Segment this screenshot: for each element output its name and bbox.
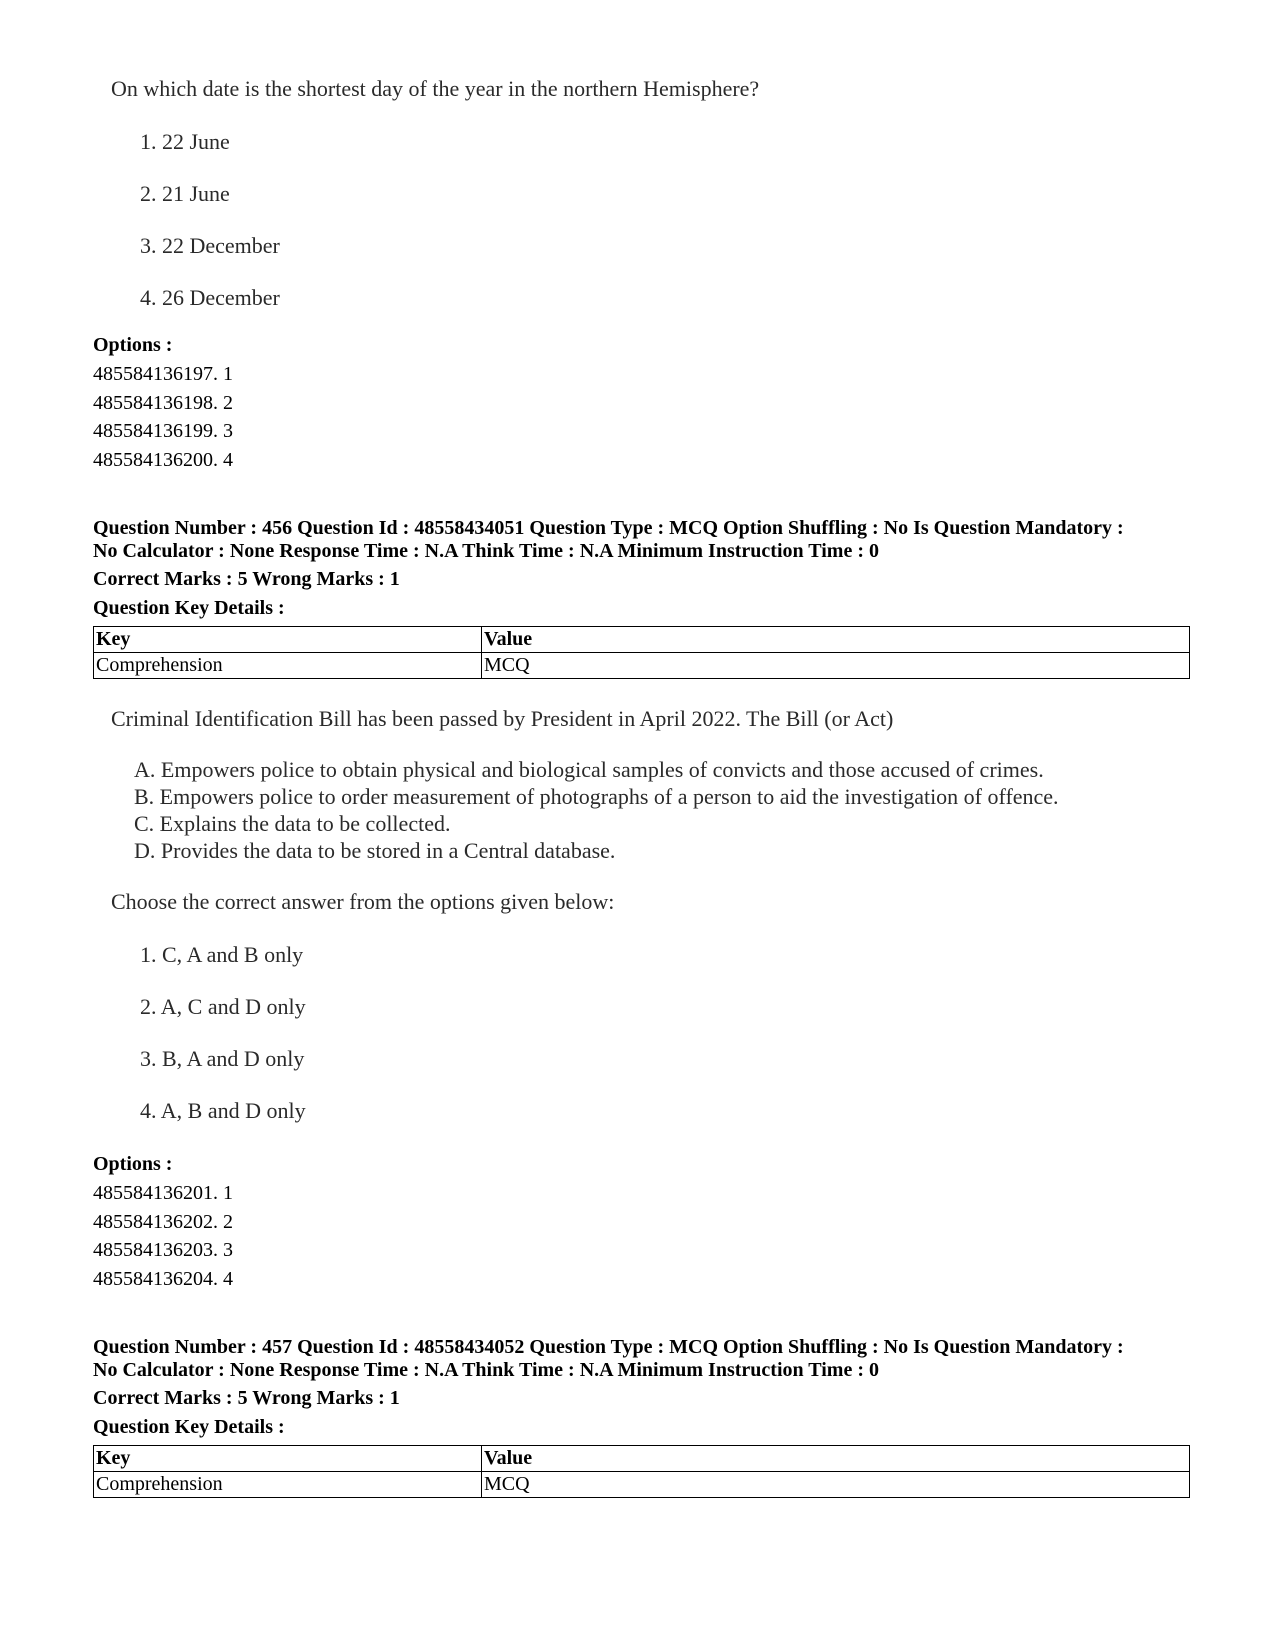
choice-item: 4. 26 December (140, 285, 280, 310)
option-id: 485584136202. 2 (93, 1211, 233, 1233)
options-label: Options : (93, 334, 173, 356)
choice-item: 3. 22 December (140, 233, 280, 258)
table-cell-key: Comprehension (94, 653, 482, 679)
choice-item: 3. B, A and D only (140, 1046, 305, 1071)
option-id: 485584136201. 1 (93, 1182, 233, 1204)
question-meta-line1: Question Number : 457 Question Id : 48558434052 Question Type : MCQ Option Shuffling : No Is Question Mandatory : (93, 1336, 1124, 1358)
key-details-table (93, 626, 1190, 679)
option-id: 485584136198. 2 (93, 392, 233, 414)
marks-line: Correct Marks : 5 Wrong Marks : 1 (93, 568, 400, 590)
key-details-label: Question Key Details : (93, 597, 285, 619)
statement-item: D. Provides the data to be stored in a Central database. (134, 838, 616, 863)
question-meta-line1: Question Number : 456 Question Id : 48558434051 Question Type : MCQ Option Shuffling : No Is Question Mandatory : (93, 517, 1124, 539)
option-id: 485584136203. 3 (93, 1239, 233, 1261)
option-id: 485584136197. 1 (93, 363, 233, 385)
table-header-key: Key (94, 1446, 482, 1472)
statement-item: B. Empowers police to order measurement of photographs of a person to aid the investigation of offence. (134, 784, 1059, 809)
table-row (94, 1472, 1190, 1498)
statement-item: A. Empowers police to obtain physical and biological samples of convicts and those accused of crimes. (134, 757, 1044, 782)
option-id: 485584136200. 4 (93, 449, 233, 471)
choice-item: 2. A, C and D only (140, 994, 306, 1019)
key-details-table (93, 1445, 1190, 1498)
table-cell-value: MCQ (482, 1472, 1190, 1498)
choice-item: 1. 22 June (140, 129, 230, 154)
marks-line: Correct Marks : 5 Wrong Marks : 1 (93, 1387, 400, 1409)
choice-item: 4. A, B and D only (140, 1098, 306, 1123)
options-label: Options : (93, 1153, 173, 1175)
table-header-value: Value (482, 627, 1190, 653)
choice-item: 2. 21 June (140, 181, 230, 206)
table-cell-key: Comprehension (94, 1472, 482, 1498)
key-details-label: Question Key Details : (93, 1416, 285, 1438)
question-meta-line2: No Calculator : None Response Time : N.A Think Time : N.A Minimum Instruction Time : 0 (93, 540, 879, 562)
table-header-row (94, 627, 1190, 653)
question-meta-line2: No Calculator : None Response Time : N.A Think Time : N.A Minimum Instruction Time : 0 (93, 1359, 879, 1381)
table-cell-value: MCQ (482, 653, 1190, 679)
choice-item: 1. C, A and B only (140, 942, 304, 967)
statement-item: C. Explains the data to be collected. (134, 811, 451, 836)
question-text: On which date is the shortest day of the year in the northern Hemisphere? (111, 76, 760, 101)
table-header-value: Value (482, 1446, 1190, 1472)
option-id: 485584136199. 3 (93, 420, 233, 442)
table-header-key: Key (94, 627, 482, 653)
instruction-text: Choose the correct answer from the options given below: (111, 889, 615, 914)
question-text: Criminal Identification Bill has been passed by President in April 2022. The Bill (or Act) (111, 706, 894, 731)
table-row (94, 653, 1190, 679)
option-id: 485584136204. 4 (93, 1268, 233, 1290)
table-header-row (94, 1446, 1190, 1472)
